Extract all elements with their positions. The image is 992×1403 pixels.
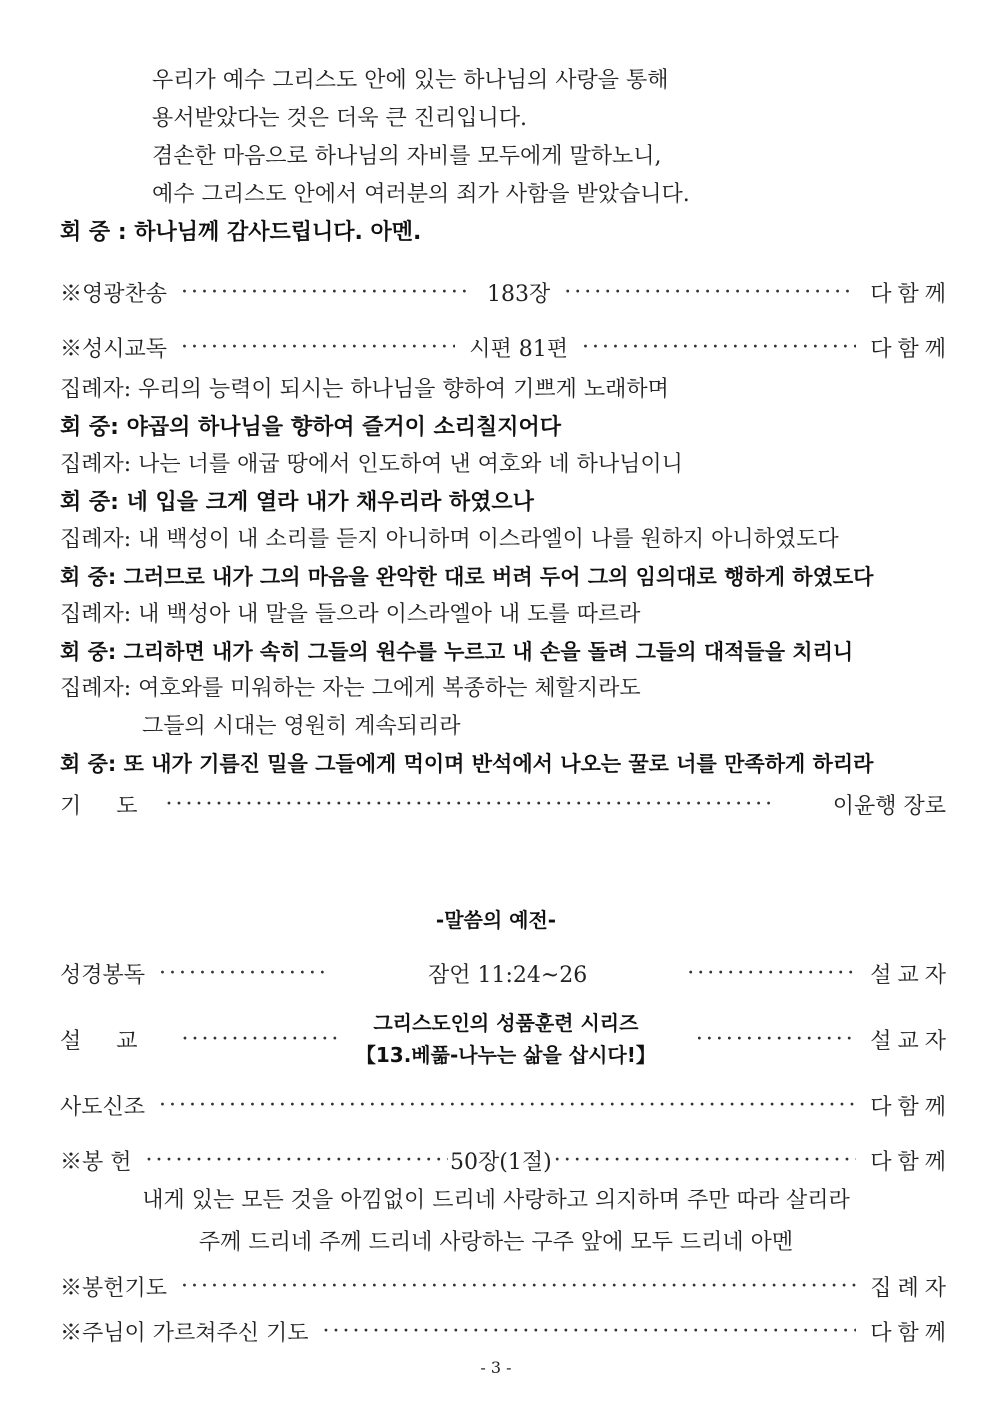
- reading-line-congregation: 회 중: 네 입을 크게 열라 내가 채우리라 하였으나: [60, 490, 534, 515]
- offering-hymn-line: 주께 드리네 주께 드리네 사랑하는 구주 앞에 모두 드리네 아멘: [198, 1230, 794, 1255]
- reading-line-congregation: 회 중: 그리하면 내가 속히 그들의 원수를 누르고 내 손을 돌려 그들의 대적들을 치리니: [60, 640, 854, 664]
- leader-dots: [181, 280, 473, 305]
- creed-row: [60, 1087, 952, 1123]
- offering-prayer-row: [60, 1268, 952, 1304]
- scripture-label: 성경봉독: [60, 962, 146, 988]
- lords-prayer-row: [60, 1313, 952, 1349]
- sermon-label: 설 교: [60, 1028, 152, 1054]
- creed-label: 사도신조: [60, 1094, 146, 1120]
- leader-dots: [564, 280, 856, 305]
- offering-prayer-leader: 집례자: [870, 1275, 952, 1301]
- scripture-row: [60, 955, 953, 991]
- prayer-row: [60, 786, 946, 822]
- reading-line-leader: 집례자: 나는 너를 애굽 땅에서 인도하여 낸 여호와 네 하나님이니: [60, 452, 683, 477]
- reading-line-continuation: 그들의 시대는 영원히 계속되리라: [142, 714, 461, 739]
- leader-dots: [323, 1319, 857, 1344]
- leader-dots: [696, 1027, 856, 1052]
- sermon-leader: 설교자: [870, 1028, 952, 1054]
- scripture-reference: 잠언 11:24~26: [427, 962, 588, 988]
- section-title: -말씀의 예전-: [435, 908, 557, 932]
- psalm-leader: 다함께: [870, 336, 952, 362]
- reading-line-leader: 집례자: 여호와를 미워하는 자는 그에게 복종하는 체할지라도: [60, 676, 641, 701]
- intro-line: 우리가 예수 그리스도 안에 있는 하나님의 사랑을 통해: [152, 68, 669, 93]
- psalm-reference: 시편 81편: [469, 336, 568, 362]
- creed-leader: 다함께: [870, 1094, 952, 1120]
- prayer-label: 기 도: [60, 793, 152, 819]
- intro-line: 겸손한 마음으로 하나님의 자비를 모두에게 말하노니,: [152, 144, 662, 169]
- psalm-row: [60, 329, 952, 365]
- reading-line-congregation: 회 중: 야곱의 하나님을 향하여 즐거이 소리칠지어다: [60, 415, 562, 440]
- scripture-leader: 설교자: [870, 962, 953, 988]
- intro-line: 용서받았다는 것은 더욱 큰 진리입니다.: [152, 106, 527, 131]
- lords-prayer-label: ※주님이 가르쳐주신 기도: [60, 1320, 309, 1346]
- reading-line-leader: 집례자: 내 백성아 내 말을 들으라 이스라엘아 내 도를 따르라: [60, 602, 641, 627]
- reading-line-congregation: 회 중: 또 내가 기름진 밀을 그들에게 먹이며 반석에서 나오는 꿀로 너를 만족하게 하리라: [60, 752, 874, 776]
- hymn-label: ※영광찬송: [60, 281, 168, 307]
- leader-dots: [554, 1148, 857, 1173]
- sermon-title: [356, 1007, 656, 1071]
- leader-dots: [687, 961, 856, 986]
- leader-dots: [181, 335, 455, 360]
- reading-line-congregation: 회 중: 그러므로 내가 그의 마음을 완악한 대로 버려 두어 그의 임의대로 행하게 하였도다: [60, 565, 874, 589]
- congregation-amen: 회 중 : 하나님께 감사드립니다. 아멘.: [60, 220, 422, 245]
- hymn-number: 183장: [487, 281, 551, 307]
- leader-dots: [166, 792, 773, 817]
- hymn-row: [60, 274, 952, 310]
- psalm-label: ※성시교독: [60, 336, 168, 362]
- hymn-leader: 다함께: [870, 281, 952, 307]
- lords-prayer-leader: 다함께: [870, 1320, 952, 1346]
- page-number: - 3 -: [480, 1358, 512, 1377]
- offering-label: ※봉 헌: [60, 1149, 132, 1175]
- leader-dots: [181, 1274, 856, 1299]
- offering-row: [60, 1142, 952, 1178]
- offering-hymn-line: 내게 있는 모든 것을 아낌없이 드리네 사랑하고 의지하며 주만 따라 살리라: [142, 1188, 850, 1213]
- sermon-row: [60, 1006, 952, 1072]
- reading-line-leader: 집례자: 우리의 능력이 되시는 하나님을 향하여 기쁘게 노래하며: [60, 377, 669, 402]
- prayer-leader: 이윤행 장로: [832, 793, 946, 819]
- leader-dots: [182, 1027, 342, 1052]
- leader-dots: [146, 1148, 449, 1173]
- intro-line: 예수 그리스도 안에서 여러분의 죄가 사함을 받았습니다.: [152, 182, 690, 207]
- offering-leader: 다함께: [870, 1149, 952, 1175]
- offering-hymn-number: 50장(1절): [450, 1149, 552, 1175]
- sermon-subtitle: 【13.베풂-나누는 삶을 삽시다!】: [355, 1043, 656, 1067]
- offering-prayer-label: ※봉헌기도: [60, 1275, 168, 1301]
- leader-dots: [159, 961, 328, 986]
- leader-dots: [159, 1093, 856, 1118]
- reading-line-leader: 집례자: 내 백성이 내 소리를 듣지 아니하며 이스라엘이 나를 원하지 아니하였도다: [60, 527, 839, 552]
- leader-dots: [582, 335, 856, 360]
- sermon-series: 그리스도인의 성품훈련 시리즈: [373, 1011, 639, 1035]
